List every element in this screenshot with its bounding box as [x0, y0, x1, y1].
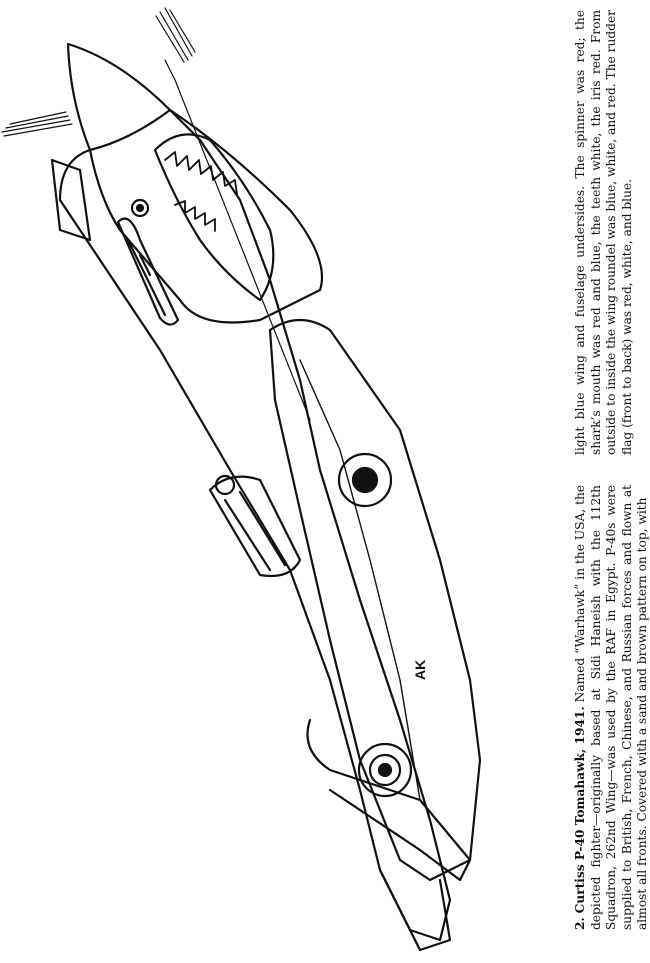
caption-column-left	[573, 485, 650, 930]
exhaust-stacks	[118, 219, 178, 325]
canopy	[210, 477, 300, 576]
caption-title: Curtiss P-40 Tomahawk, 1941.	[573, 706, 587, 914]
shark-teeth	[165, 152, 237, 231]
engine-cowling	[90, 110, 322, 323]
caption-body-right: light blue wing and fuselage undersides. The spinner was red; the shark’s mouth was red and blue, the teeth white, the iris red. From outside to inside the wing roundel was blue, white, and red. The rudder flag (front to back) was red, white, and blue.	[573, 10, 634, 455]
chin-scoop	[52, 160, 90, 240]
caption-body-left: Named “Warhawk” in the USA, the depicted fighter—originally based at Sidi Haneish with the 112th Squadron, 262nd Wing—was used by the RAF in Egypt. P-40s were supplied to British, French, Chinese, and Russian forces and flown at almost all fronts. Covered with a sand and brown pattern on top, with	[573, 484, 650, 930]
shark-mouth	[155, 134, 273, 300]
fuselage-code: AK	[412, 659, 428, 680]
caption-number: 2.	[573, 917, 587, 930]
fuselage	[60, 110, 450, 940]
wing-roundel-inner	[353, 468, 377, 492]
caption-column-right	[573, 10, 635, 455]
propeller-blur	[2, 8, 195, 136]
aerial	[165, 60, 310, 420]
spinner	[68, 44, 170, 150]
